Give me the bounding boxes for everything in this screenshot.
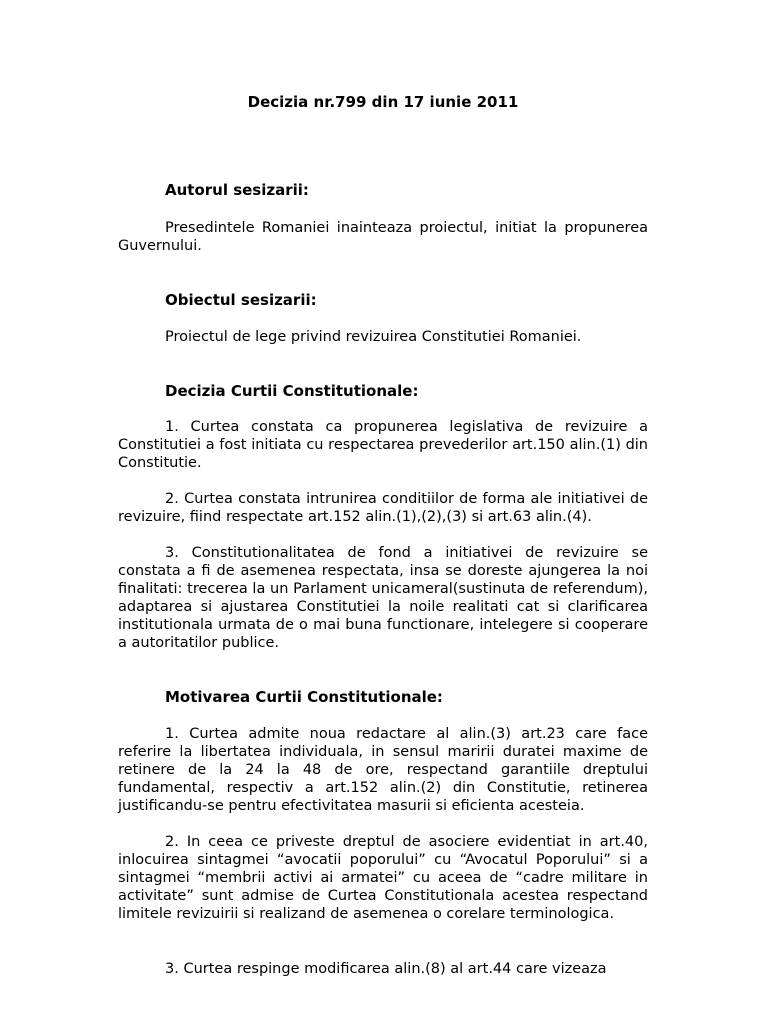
paragraph-motivarea-3: 3. Curtea respinge modificarea alin.(8) al art.44 care vizeaza (165, 961, 607, 977)
paragraph-motivarea-1: 1. Curtea admite noua redactare al alin.(3) art.23 care face referire la libertatea individuala, in sensul maririi duratei maxime de retinere de la 24 la 48 de ore, respectand garantiile dreptului fundamental, respectiv a art.152 alin.(2) din Constitutie, retinerea justificandu-se pentru efectivitatea masurii si eficienta acesteia. (118, 726, 648, 814)
section-heading-motivarea: Motivarea Curtii Constitutionale: (165, 688, 443, 706)
paragraph-obiectul: Proiectul de lege privind revizuirea Constitutiei Romaniei. (165, 329, 582, 345)
paragraph-motivarea-2: 2. In ceea ce priveste dreptul de asociere evidentiat in art.40, inlocuirea sintagmei “avocatii poporului” cu “Avocatul Poporului” si a sintagmei “membrii activi ai armatei” cu aceea de “cadre militare in activitate” sunt admise de Curtea Constitutionala acestea respectand limitele revizuirii si realizand de asemenea o corelare terminologica. (118, 834, 648, 922)
paragraph-decizia-1: 1. Curtea constata ca propunerea legislativa de revizuire a Constitutiei a fost initiata cu respectarea prevederilor art.150 alin.(1) din Constitutie. (118, 419, 648, 471)
section-heading-autorul: Autorul sesizarii: (165, 181, 309, 199)
document-title: Decizia nr.799 din 17 iunie 2011 (247, 93, 519, 111)
section-heading-obiectul: Obiectul sesizarii: (165, 291, 317, 309)
paragraph-decizia-3: 3. Constitutionalitatea de fond a initiativei de revizuire se constata a fi de asemenea respectata, insa se doreste ajungerea la noi finalitati: trecerea la un Parlament unicameral(sustinuta de referendum), adaptarea si ajustarea Constitutiei la noile realitati cat si clarificarea institutionala urmata de o mai buna functionare, intelegere si cooperare a autoritatilor publice. (118, 545, 648, 651)
paragraph-decizia-2: 2. Curtea constata intrunirea conditiilor de forma ale initiativei de revizuire, fiind respectate art.152 alin.(1),(2),(3) si art.63 alin.(4). (118, 491, 648, 525)
paragraph-autorul: Presedintele Romaniei inainteaza proiectul, initiat la propunerea Guvernului. (118, 220, 648, 254)
section-heading-decizia: Decizia Curtii Constitutionale: (165, 382, 419, 400)
